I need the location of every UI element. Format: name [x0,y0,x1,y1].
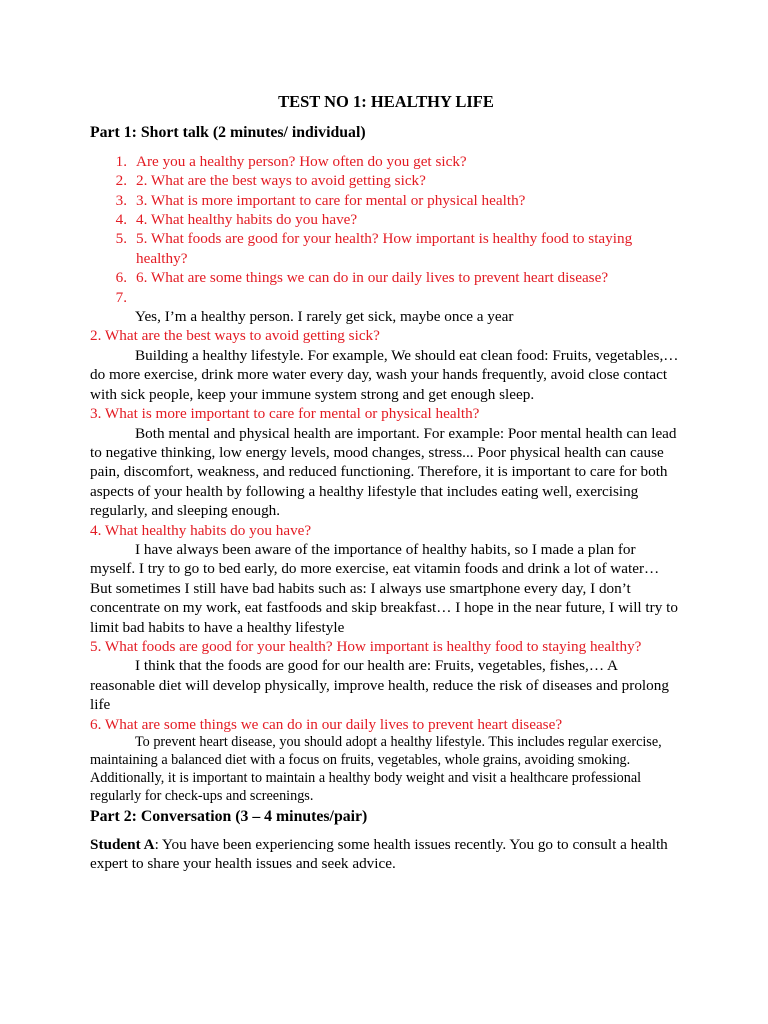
question-number: 7. [115,288,127,306]
answer-4: I have always been aware of the importance of healthy habits, so I made a plan for myself. I try to go to bed early, do more exercise, eat vitamin foods and drink a lot of water… But sometimes I still have bad habits such as: I always use smartphone every day, I don’t concentrate on my work, eat fastfoods and skip breakfast… I hope in the near future, I will try to limit bad habits to have a healthy lifestyle [90,540,678,636]
question-number: 6. [115,269,127,287]
page-title: TEST NO 1: HEALTHY LIFE [278,92,494,111]
answer-5: I think that the foods are good for our health are: Fruits, vegetables, fishes,… A reasonable diet will develop physically, improve health, reduce the risk of diseases and prolong life [90,657,669,714]
question-text [136,288,682,307]
question-text: Are you a healthy person? How often do you get sick? [136,152,467,170]
answer-2: Building a healthy lifestyle. For example, We should eat clean food: Fruits, vegetables,… do more exercise, drink more water every day, wash your hands frequently, avoid close contact with sick people, keep your immune system strong and get enough sleep. [90,346,679,403]
question-text: 3. What is more important to care for mental or physical health? [136,191,526,209]
question-text: 5. What foods are good for your health? How important is healthy food to staying healthy? [136,230,633,267]
question-5-heading: 5. What foods are good for your health? How important is healthy food to staying healthy? [90,637,642,655]
answer-1: Yes, I’m a healthy person. I rarely get sick, maybe once a year [135,308,514,326]
question-number: 2. [115,172,127,190]
question-number: 3. [115,191,127,209]
question-item [90,191,682,210]
question-list [90,152,682,307]
question-3-heading: 3. What is more important to care for mental or physical health? [90,405,480,423]
student-a-text: : You have been experiencing some health issues recently. You go to consult a health expert to share your health issues and seek advice. [90,836,668,873]
student-a-prompt [90,835,682,874]
question-text: 2. What are the best ways to avoid getting sick? [136,172,426,190]
question-item [90,288,682,307]
question-6-heading: 6. What are some things we can do in our daily lives to prevent heart disease? [90,715,563,733]
part1-heading: Part 1: Short talk (2 minutes/ individual) [90,124,366,142]
part2-heading: Part 2: Conversation (3 – 4 minutes/pair) [90,807,368,825]
student-a-label: Student A [90,836,155,854]
question-item [90,229,682,268]
question-item [90,152,682,171]
answer-3: Both mental and physical health are important. For example: Poor mental health can lead to negative thinking, low energy levels, mood changes, stress... Poor physical health can cause pain, discomfort, weakness, and reduced functioning. Therefore, it is important to care for both aspects of your health by following a healthy lifestyle that includes eating well, exercising regularly, and sleeping enough. [90,424,677,520]
question-text: 6. What are some things we can do in our daily lives to prevent heart disease? [136,269,609,287]
question-item [90,171,682,190]
question-item [90,210,682,229]
question-number: 1. [115,152,127,170]
question-4-heading: 4. What healthy habits do you have? [90,521,312,539]
question-item [90,268,682,287]
question-text: 4. What healthy habits do you have? [136,211,358,229]
answer-6: To prevent heart disease, you should adopt a healthy lifestyle. This includes regular exercise, maintaining a balanced diet with a focus on fruits, vegetables, whole grains, avoiding smoking. Additionally, it is important to maintain a healthy body weight and visit a healthcare professional regularly for check-ups and screenings. [90,734,662,804]
question-number: 4. [115,211,127,229]
question-2-heading: 2. What are the best ways to avoid getting sick? [90,327,380,345]
question-number: 5. [115,230,127,248]
